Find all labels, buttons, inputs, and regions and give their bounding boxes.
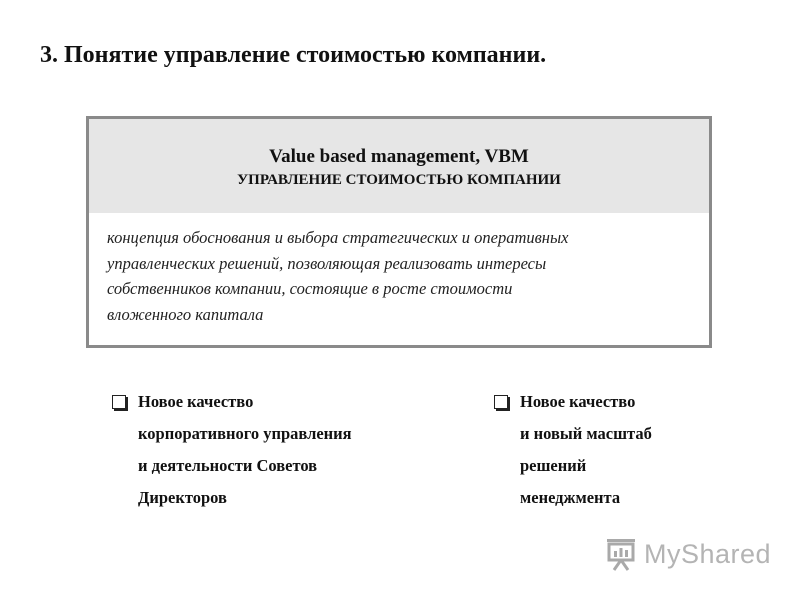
- bullet-line: Директоров: [138, 488, 227, 507]
- vbm-title: Value based management, VBM: [269, 146, 529, 167]
- vbm-definition-box: [86, 116, 712, 348]
- vbm-box-header: [89, 119, 709, 213]
- bullet-line: Новое качество: [138, 392, 254, 411]
- definition-line: управленческих решений, позволяющая реализовать интересы: [107, 253, 547, 273]
- definition-line: вложенного капитала: [107, 304, 264, 324]
- vbm-subtitle: УПРАВЛЕНИЕ СТОИМОСТЬЮ КОМПАНИИ: [237, 172, 561, 188]
- square-bullet-icon: [112, 395, 126, 409]
- bullet-left: [112, 386, 352, 514]
- bullet-right: [494, 386, 652, 514]
- myshared-watermark: [604, 536, 771, 572]
- vbm-definition-text: [89, 213, 709, 327]
- bullet-left-text: [138, 386, 352, 514]
- definition-line: собственников компании, состоящие в росте стоимости: [107, 279, 513, 298]
- square-bullet-icon: [494, 395, 508, 409]
- slide-title: 3. Понятие управление стоимостью компании.: [40, 42, 547, 68]
- watermark-my: My: [644, 538, 681, 569]
- definition-line: концепция обоснования и выбора стратегических и оперативных: [107, 228, 569, 247]
- bullet-line: менеджмента: [520, 488, 621, 507]
- bullet-line: и новый масштаб: [520, 424, 652, 443]
- bullet-line: Новое качество: [520, 392, 636, 411]
- bullet-line: корпоративного управления: [138, 424, 352, 443]
- bullet-line: и деятельности Советов: [138, 456, 318, 475]
- bullet-line: решений: [520, 456, 587, 475]
- presentation-board-icon: [604, 536, 638, 572]
- bullet-right-text: [520, 386, 652, 514]
- watermark-shared: Shared: [681, 538, 772, 569]
